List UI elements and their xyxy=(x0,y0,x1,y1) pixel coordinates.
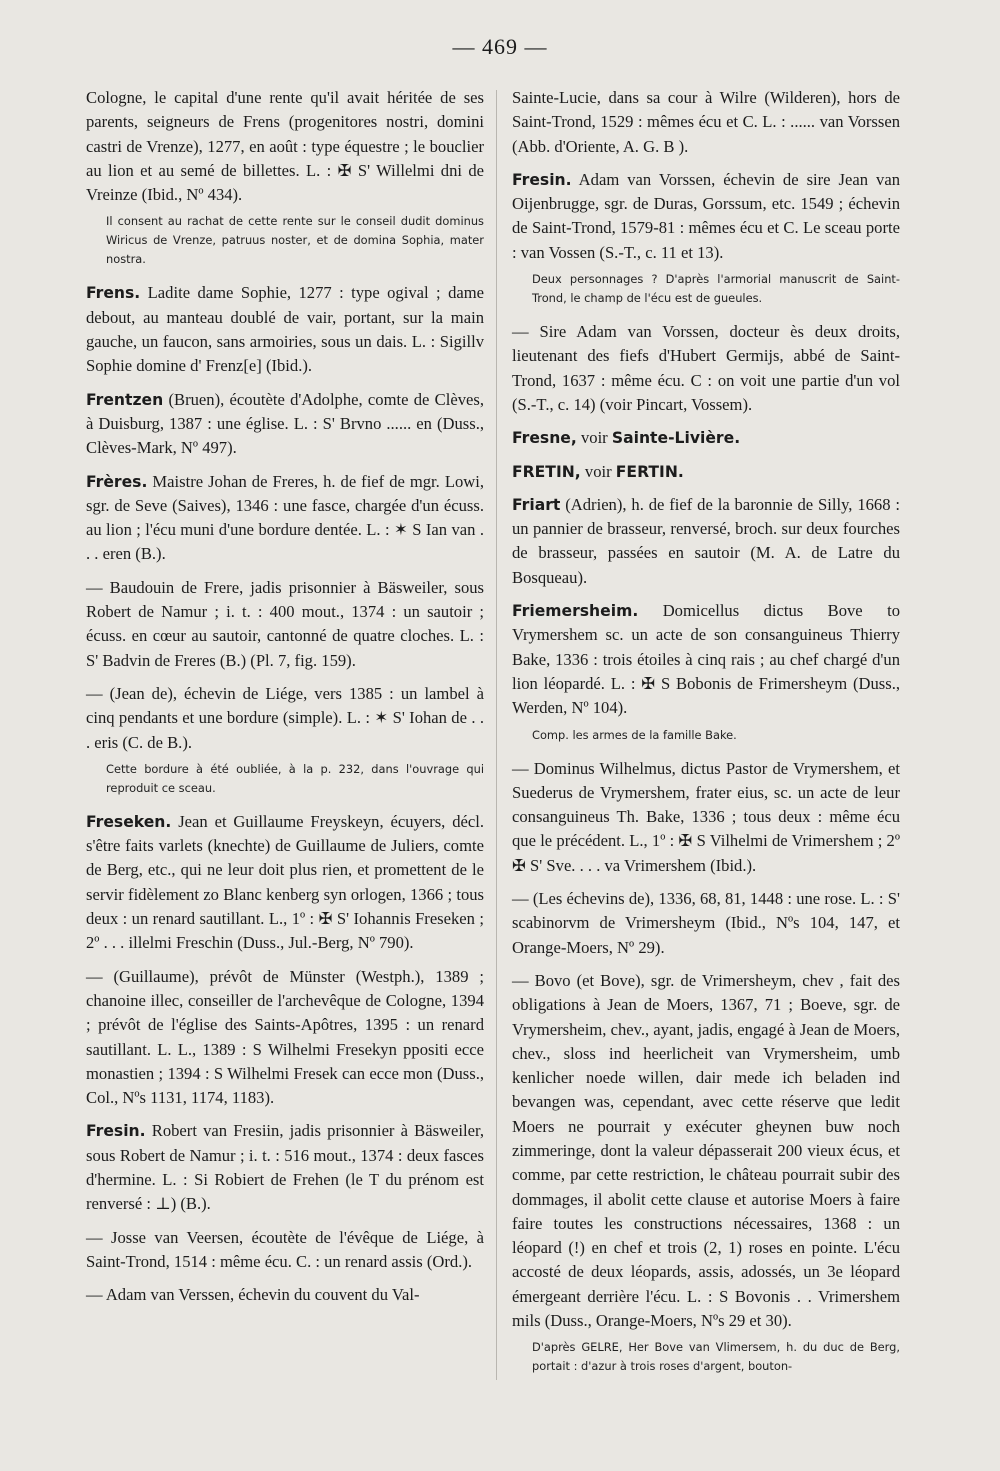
entry-text: — (Les échevins de), 1336, 68, 81, 1448 : une rose. L. : S' scabinorvm de Vrimersheym (Ibid., Nºs 104, 147, et Orange-Moers, Nº 29). xyxy=(512,889,900,957)
entry-text: Domicellus dictus Bove to Vrymershem sc. un acte de son consanguineus Thierry Bake, 1336 : trois étoiles à cinq rais ; au chef chargé d'un lion léopardé. L. : ✠ S Bobonis de Frimersheym (Duss., Werden, Nº 104). xyxy=(512,601,900,718)
entry-text: — Bovo (et Bove), sgr. de Vrimersheym, chev , fait des obligations à Jean de Moers, 1367, 71 ; Boeve, sgr. de Vrymersheim, chev., ayant, jadis, engagé à Jean de Moers, chev., sloss ind heerlicheit van Vrymersheim, umb kenlicher noede willen, dair mede ich beladen ind bevangen was, cependant, avec cette réserve que ledit Moers ne pourrait y exécuter gheynen buw noch zimmeringe, dont la valeur dépasserait 200 vieux écus, et comme, par cette restriction, le château pourrait subir des dommages, il abolit cette clause et autorise Moers à faire faire toutes les constructions nécessaires, 1368 : un léopard (!) en chef et trois (2, 1) roses en pointe. L'écu accosté de deux léopards, assis, adossés, un 3e léopard émergeant derrière l'écu. L. : S Bovonis . . Vrimershem mils (Duss., Orange-Moers, Nºs 29 et 30). xyxy=(512,970,900,1331)
cross-ref-word: voir xyxy=(584,461,612,481)
headword: Frères. xyxy=(86,472,148,491)
entry-fresin xyxy=(512,168,900,265)
page-number: — 469 — xyxy=(452,34,548,59)
entry-text: — Adam van Verssen, échevin du couvent du Val- xyxy=(86,1285,420,1305)
entry-text: (Adrien), h. de fief de la baronnie de Silly, 1668 : un pannier de brasseur, renversé, broch. sur deux fourches de brasseur, passées en sautoir (M. A. de Latre du Bosqueau). xyxy=(512,494,900,587)
entry-friemersheim xyxy=(512,599,900,720)
cross-ref-word: voir xyxy=(580,428,608,448)
entry-text: — (Jean de), échevin de Liége, vers 1385 : un lambel à cinq pendants et une bordure (simple). L. : ✶ S' Iohan de . . . eris (C. de B.). xyxy=(86,683,484,752)
headword: Fresne, xyxy=(512,429,577,448)
headword: Fresin. xyxy=(512,170,572,189)
headword: Freseken. xyxy=(86,812,172,831)
left-column xyxy=(86,86,484,1316)
headword: FRETIN, xyxy=(512,462,581,481)
headword: Friart xyxy=(512,495,561,514)
entry-text: — (Guillaume), prévôt de Münster (Westph.), 1389 ; chanoine illec, conseiller de l'archevêque de Cologne, 1394 ; prévôt de l'église des Saints-Apôtres, 1395 : un renard sautillant. L. L., 1389 : S Wilhelmi Fresekyn ppositi ecce monastien ; 1394 : S Wilhelmi Fresek can ecce mon (Duss., Col., Nºs 1131, 1174, 1183). xyxy=(86,966,484,1108)
entry-text: Maistre Johan de Freres, h. de fief de mgr. Lowi, sgr. de Seve (Saives), 1346 : une fasce, chargée d'un écuss. au lion ; l'écu muni d'une bordure dentée. L. : ✶ S Ian van . . . eren (B.). xyxy=(86,471,484,564)
entry-frens xyxy=(86,281,484,378)
cross-ref-target: FERTIN. xyxy=(615,462,684,481)
headword: Fresin. xyxy=(86,1122,146,1141)
entry-text: Jean et Guillaume Freyskeyn, écuyers, décl. s'être faits varlets (knechte) de Guillaume de Juliers, comte de Berg, etc., qui ne leur doit plus rien, et promettent de le servir fidèlement zo Blanc kenberg syn orlogen, 1366 ; tous deux : un renard sautillant. L., 1º : ✠ S' Iohannis Freseken ; 2º . . . illelmi Freschin (Duss., Jul.-Berg, Nº 790). xyxy=(86,811,484,953)
entry-text: — Dominus Wilhelmus, dictus Pastor de Vrymershem, et Suederus de Vrymershem, frater eius, sc. un acte de leur consanguineus Th. Bake, 1336 ; tous deux : même écu que le précédent. L., 1º : ✠ S Vilhelmi de Vrimershem ; 2º ✠ S' Sve. . . . va Vrimershem (Ibid.). xyxy=(512,758,900,875)
entry-fresin xyxy=(86,1119,484,1216)
footnote: Deux personnages ? D'après l'armorial manuscrit de Saint-Trond, le champ de l'écu est de gueules. xyxy=(532,272,900,306)
entry-text: Adam van Vorssen, échevin de sire Jean van Oijenbrugge, sgr. de Duras, Gorssum, etc. 1549 ; échevin de Saint-Trond, 1579-81 : mêmes écu et C. Le sceau porte : van Vossen (S.-T., c. 11 et 13). xyxy=(512,169,900,262)
footnote: Il consent au rachat de cette rente sur le conseil dudit dominus Wiricus de Vrenze, patruus noster, et de domina Sophia, mater nostra. xyxy=(106,214,484,267)
entry-frentzen xyxy=(86,388,484,461)
entry-text: Ladite dame Sophie, 1277 : type ogival ; dame debout, au manteau doublé de vair, portant, sur la main gauche, un faucon, sans armoiries, sous un dais. L. : Sigillv Sophie domine d' Frenz[e] (Ibid.). xyxy=(86,283,485,376)
entry-text: — Josse van Veersen, écoutète de l'évêque de Liége, à Saint-Trond, 1514 : même écu. C. : un renard assis (Ord.). xyxy=(86,1227,484,1271)
footnote: Comp. les armes de la famille Bake. xyxy=(532,727,737,742)
entry-text: (Bruen), écoutète d'Adolphe, comte de Clèves, à Duisburg, 1387 : une église. L. : S' Brvno ...... en (Duss., Clèves-Mark, Nº 497). xyxy=(86,389,484,458)
footnote: D'après GELRE, Her Bove van Vlimersem, h. du duc de Berg, portait : d'azur à trois roses d'argent, bouton- xyxy=(532,1340,900,1374)
entry-text: — Sire Adam van Vorssen, docteur ès deux droits, lieutenant des fiefs d'Hubert Germijs, abbé de Saint-Trond, 1637 : même écu. C : on voit une partie d'un vol (S.-T., c. 14) (voir Pincart, Vossem). xyxy=(512,322,900,414)
entry-text: Cologne, le capital d'une rente qu'il avait héritée de ses parents, seigneurs de Frens (progenitores nostri, domini castri de Vrenze), 1277, en août : type équestre ; le bouclier au lion et au semé de billettes. L. : ✠ S' Willelmi dni de Vreinze (Ibid., Nº 434). xyxy=(86,88,484,205)
entry-text: Robert van Fresiin, jadis prisonnier à Bäsweiler, sous Robert de Namur ; i. t. : 516 mout., 1374 : deux fasces d'hermine. L. : Si Robiert de Frehen (le T du prénom est renversé : ⊥) (B.). xyxy=(86,1121,485,1214)
column-divider xyxy=(496,90,497,1380)
entry-fretin xyxy=(512,460,900,484)
headword: Frentzen xyxy=(86,390,164,409)
headword: Frens. xyxy=(86,284,141,303)
headword: Friemersheim. xyxy=(512,602,639,621)
entry-text: — Baudouin de Frere, jadis prisonnier à Bäsweiler, sous Robert de Namur ; i. t. : 400 mout., 1374 : un sautoir ; écuss. en cœur au sautoir, cantonné de quatre cloches. L. : S' Badvin de Freres (B.) (Pl. 7, fig. 159). xyxy=(86,577,484,670)
right-column xyxy=(512,86,900,1388)
footnote: Cette bordure à été oubliée, à la p. 232, dans l'ouvrage qui reproduit ce sceau. xyxy=(106,761,484,795)
entry-text: Sainte-Lucie, dans sa cour à Wilre (Wilderen), hors de Saint-Trond, 1529 : mêmes écu et C. L. : ...... van Vorssen (Abb. d'Oriente, A. G. B ). xyxy=(512,88,900,156)
entry-friart xyxy=(512,493,900,590)
entry-freseken xyxy=(86,810,484,956)
entry-freres xyxy=(86,470,484,567)
entry-fresne xyxy=(512,426,900,450)
cross-ref-target: Sainte-Livière. xyxy=(611,429,741,448)
